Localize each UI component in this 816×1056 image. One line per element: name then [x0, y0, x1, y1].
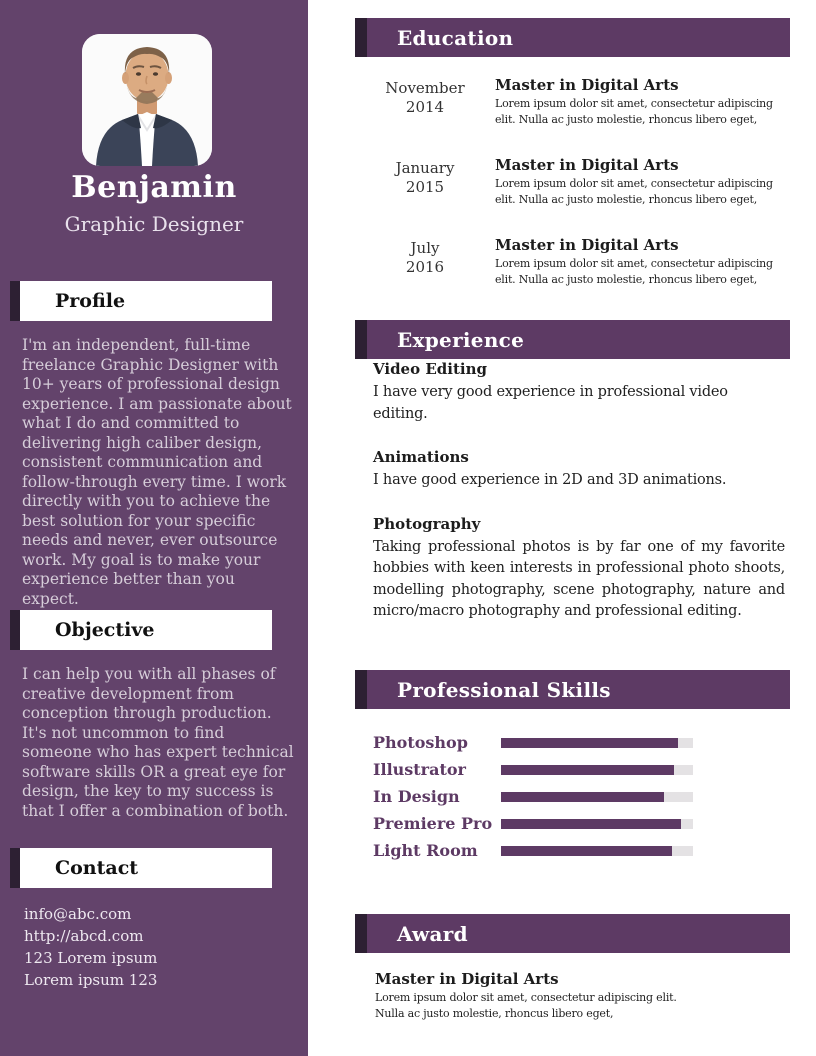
main-content: [308, 0, 816, 1056]
heading-accent-bar: [355, 670, 367, 709]
skill-bar-fill: [501, 738, 678, 748]
education-entry: [355, 236, 790, 297]
education-description: Lorem ipsum dolor sit amet, consectetur adipiscing elit. Nulla ac justo molestie, rhoncus libero eget,: [495, 257, 773, 286]
education-degree-title: Master in Digital Arts: [495, 76, 679, 94]
skills-heading: [355, 670, 790, 709]
award-entry: [375, 970, 705, 1022]
profile-section: [0, 281, 308, 609]
skill-bar-fill: [501, 792, 664, 802]
contact-heading: [10, 848, 272, 888]
skill-name: Photoshop: [373, 733, 468, 752]
experience-item: [373, 359, 785, 425]
education-date: January 2015: [395, 159, 455, 196]
skills-section: [355, 670, 790, 864]
contact-list: [24, 903, 308, 991]
contact-address-line-1: 123 Lorem ipsum: [24, 949, 158, 967]
skill-bar-fill: [501, 819, 681, 829]
experience-item-title: Video Editing: [373, 360, 487, 378]
heading-accent-bar: [355, 320, 367, 359]
education-heading: [355, 18, 790, 57]
contact-section: [0, 848, 308, 991]
education-entry: [355, 76, 790, 137]
experience-section: [355, 320, 790, 645]
experience-heading-label: Experience: [397, 327, 525, 352]
education-section: [355, 18, 790, 297]
skill-row: [355, 729, 790, 756]
experience-item-description: Taking professional photos is by far one of my favorite hobbies with keen interests in professional photo shoots, modelling photography, scene photography, nature and micro/macro photography and professional editing.: [373, 538, 785, 619]
education-entry: [355, 156, 790, 217]
experience-item-title: Photography: [373, 514, 481, 533]
profile-heading: [10, 281, 272, 321]
contact-website[interactable]: http://abcd.com: [24, 927, 144, 945]
award-heading: [355, 914, 790, 953]
experience-item-description: I have good experience in 2D and 3D animations.: [373, 472, 727, 488]
skill-bar-fill: [501, 765, 674, 775]
objective-section: [0, 610, 308, 821]
objective-heading: [10, 610, 272, 650]
skill-name: Light Room: [373, 841, 478, 860]
sidebar: [0, 0, 308, 1056]
skill-name: Illustrator: [373, 760, 466, 779]
skills-heading-label: Professional Skills: [397, 677, 611, 702]
education-degree-title: Master in Digital Arts: [495, 156, 679, 174]
skill-bar-track: [501, 846, 693, 856]
award-title: Master in Digital Arts: [375, 970, 559, 988]
skill-row: [355, 756, 790, 783]
education-date: November 2014: [385, 79, 465, 116]
skill-name: Premiere Pro: [373, 814, 493, 833]
skill-bar-track: [501, 765, 693, 775]
award-description: Lorem ipsum dolor sit amet, consectetur adipiscing elit. Nulla ac justo molestie, rhoncus libero eget,: [375, 991, 677, 1020]
education-description: Lorem ipsum dolor sit amet, consectetur adipiscing elit. Nulla ac justo molestie, rhoncus libero eget,: [495, 177, 773, 206]
award-section: [355, 914, 790, 1022]
education-description: Lorem ipsum dolor sit amet, consectetur adipiscing elit. Nulla ac justo molestie, rhoncus libero eget,: [495, 97, 773, 126]
skill-row: [355, 810, 790, 837]
contact-heading-label: Contact: [55, 857, 139, 879]
skill-row: [355, 837, 790, 864]
skill-name: In Design: [373, 787, 460, 806]
education-date: July 2016: [405, 239, 445, 276]
person-name: Benjamin: [71, 170, 237, 205]
portrait-illustration: [82, 34, 212, 166]
objective-heading-label: Objective: [55, 619, 155, 641]
experience-item-title: Animations: [373, 448, 469, 466]
skills-list: [355, 729, 790, 864]
education-degree-title: Master in Digital Arts: [495, 236, 679, 254]
experience-item: [373, 514, 785, 623]
profile-text: I'm an independent, full-time freelance Graphic Designer with 10+ years of professional design experience. I am passionate about what I do and committed to delivering high caliber design, consistent communication and follow-through every time. I work directly with you to achieve the best solution for your specific needs and never, ever outsource work. My goal is to make your experience better than you expect.: [22, 336, 292, 608]
contact-email[interactable]: info@abc.com: [24, 905, 132, 923]
experience-heading: [355, 320, 790, 359]
person-job-title: Graphic Designer: [64, 212, 244, 236]
objective-text: I can help you with all phases of creative development from conception through production. It's not uncommon to find someone who has expert technical software skills OR a great eye for design, the key to my success is that I offer a combination of both.: [22, 665, 294, 820]
contact-address-line-2: Lorem ipsum 123: [24, 971, 158, 989]
heading-accent-bar: [10, 281, 20, 321]
education-heading-label: Education: [397, 25, 514, 50]
skill-bar-track: [501, 738, 693, 748]
heading-accent-bar: [10, 848, 20, 888]
experience-item: [373, 447, 785, 492]
skill-row: [355, 783, 790, 810]
heading-accent-bar: [355, 18, 367, 57]
heading-accent-bar: [10, 610, 20, 650]
award-heading-label: Award: [397, 921, 468, 946]
profile-photo: [82, 34, 212, 166]
experience-item-description: I have very good experience in professional video editing.: [373, 384, 728, 422]
skill-bar-fill: [501, 846, 672, 856]
heading-accent-bar: [355, 914, 367, 953]
skill-bar-track: [501, 792, 693, 802]
skill-bar-track: [501, 819, 693, 829]
profile-heading-label: Profile: [55, 290, 126, 312]
